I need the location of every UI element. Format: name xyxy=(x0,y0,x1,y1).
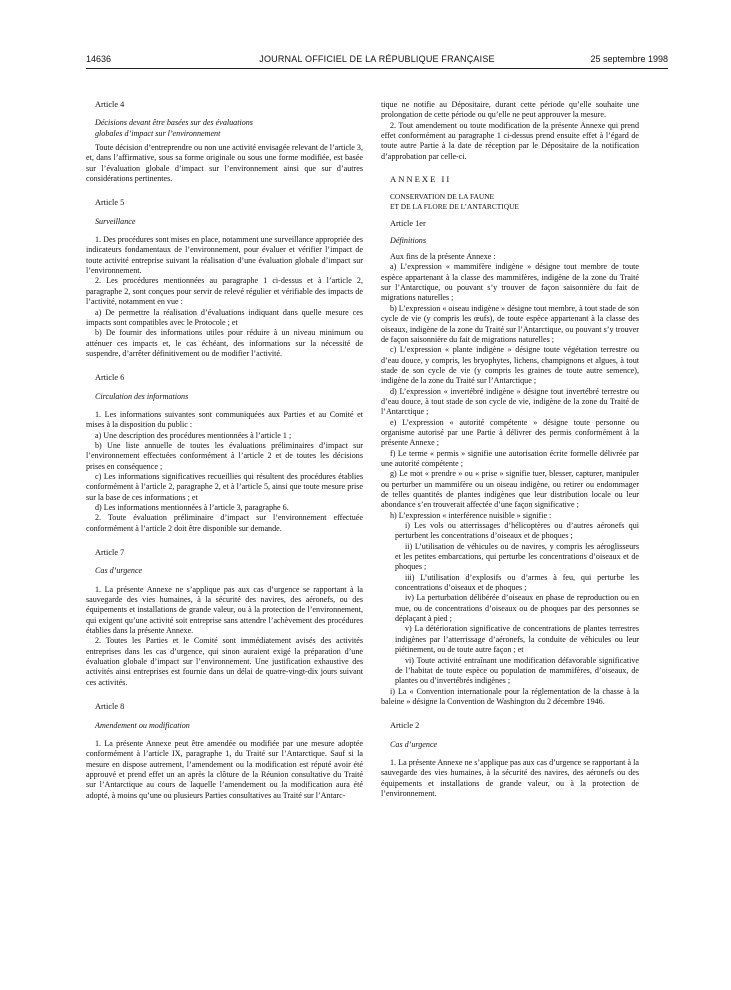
paragraph: 1. La présente Annexe peut être amendée ou modifiée par une mesure adoptée conformément à l’article IX, paragraphe 1, du Traité sur l’Antarctique. Sauf si la mesure en dispose autrement, l’amendement ou la modification est réputé avoir été approuvé et prend effet un an après la clôture de la Réunion consultative du Traité sur l’Antarctique au cours de laquelle l’amendement ou la modification aura été adopté, à moins qu’une ou plusieurs Parties consultatives au Traité sur l’Antarc- xyxy=(86,738,363,800)
sub-item: v) La détérioration significative de concentrations de plantes terrestres indigènes par l’atterrissage d’aéronefs, la conduite de véhicules ou leur piétinement, ou de toute autre façon ; et xyxy=(395,624,639,655)
annex-ii-subtitle-line-1: CONSERVATION DE LA FAUNE xyxy=(390,192,495,202)
paragraph: Aux fins de la présente Annexe : xyxy=(390,252,496,262)
paragraph: b) De fournir des informations utiles pour réduire à un niveau minimum ou atténuer ces impacts et, le cas échéant, des informations sur la nécessité de suspendre, d’arrêter définitivement ou de modifier l’activité. xyxy=(86,328,363,358)
article-1-subtitle: Définitions xyxy=(390,235,426,245)
definition-item: c) L’expression « plante indigène » désigne toute végétation terrestre ou d’eau douce, y compris, les bryophytes, lichens, champignons et algues, à tout stade de son cycle de vie (y compris les graines de toute autre semence), indigène de la zone du Traité sur l’Antarctique ; xyxy=(381,345,639,386)
article-6-title: Article 6 xyxy=(95,373,125,383)
list-item: c) Les informations significatives recueillies qui résultent des procédures établies conformément à l’article 2, paragraphe 2, et à l’article 5, ainsi que toute mesure prise sur la base de ces informations ; et xyxy=(86,471,363,502)
sub-item: iv) La perturbation délibérée d’oiseaux en phase de reproduction ou en mue, ou de concentrations d’oiseaux ou de phoques par des personnes se déplaçant à pied ; xyxy=(395,593,639,624)
sub-item: ii) L’utilisation de véhicules ou de navires, y compris les aéroglisseurs et les petites embarcations, qui perturbe les concentrations d’oiseaux et de phoques ; xyxy=(395,541,639,572)
list-item: a) Une description des procédures mentionnées à l’article 1 ; xyxy=(95,430,292,440)
left-column xyxy=(86,100,363,801)
paragraph: Toute décision d’entreprendre ou non une activité envisagée relevant de l’article 3, et, dans l’affirmative, sous sa forme originale ou sous une forme modifiée, est basée sur l’évaluation globale d’impact sur l’environnement ainsi que sur d’autres considérations pertinentes. xyxy=(86,143,363,184)
definition-item: g) Le mot « prendre » ou « prise » signifie tuer, blesser, capturer, manipuler ou perturber un mammifère ou un oiseau indigène, ou retirer ou endommager de telles quantités de plantes indigènes que leur distribution locale ou leur abondance s’en trouverait affectée d’une façon significative ; xyxy=(381,469,639,510)
definition-item: b) L’expression « oiseau indigène » désigne tout membre, à tout stade de son cycle de vie (y compris les œufs), de toute espèce appartenant à la classe des oiseaux, indigène de la zone du Traité sur l’Antarctique, ou pouvant s’y trouver de façon saisonnière du fait de migrations naturelles ; xyxy=(381,303,639,344)
definition-item: a) L’expression « mammifère indigène » désigne tout membre de toute espèce appartenant à la classe des mammifères, indigène de la zone du Traité sur l’Antarctique, ou pouvant s’y trouver de façon saisonnière du fait de migrations naturelles ; xyxy=(381,262,639,303)
definition-item: f) Le terme « permis » signifie une autorisation écrite formelle délivrée par une autorité compétente ; xyxy=(381,448,639,468)
paragraph: 1. La présente Annexe ne s’applique pas aux cas d’urgence se rapportant à la sauvegarde des vies humaines, à la sécurité des navires, des aéronefs ou des équipements et installations de grande valeur, ou à la protection de l’environnement. xyxy=(381,757,639,798)
article-6-subtitle: Circulation des informations xyxy=(95,391,189,401)
right-column xyxy=(381,100,639,799)
article-2-title: Article 2 xyxy=(390,721,420,731)
paragraph: 2. Tout amendement ou toute modification de la présente Annexe qui prend effet conformément au paragraphe 1 ci-dessus prend ensuite effet à l’égard de toute autre Partie à la date de réception par le Dépositaire de la notification d’approbation par celle-ci. xyxy=(381,120,639,161)
definition-item: e) L’expression « autorité compétente » désigne toute personne ou organisme autorisé par une Partie à délivrer des permis conformément à la présente Annexe ; xyxy=(381,417,639,448)
page-number: 14636 xyxy=(86,54,112,64)
article-4-subtitle-line-1: Décisions devant être basées sur des évaluations xyxy=(95,118,253,128)
paragraph: 1. Les informations suivantes sont communiquées aux Parties et au Comité et mises à la disposition du public : xyxy=(86,409,363,430)
annex-ii-subtitle-line-2: ET DE LA FLORE DE L’ANTARCTIQUE xyxy=(390,201,519,211)
definition-item: d) L’expression « invertébré indigène » désigne tout invertébré terrestre ou d’eau douce, à tout stade de son cycle de vie, indigène de la zone du Traité de l’Antarctique ; xyxy=(381,386,639,417)
paragraph: 2. Toutes les Parties et le Comité sont immédiatement avisés des activités entreprises dans les cas d’urgence, qui sinon auraient exigé la préparation d’une évaluation globale d’impact sur l’environnement. Une justification exhaustive des activités ainsi entreprises est fournie dans un délai de quatre-vingt-dix jours suivant ces activités. xyxy=(86,636,363,687)
article-4-title: Article 4 xyxy=(95,100,125,109)
article-1-title: Article 1er xyxy=(390,219,426,229)
paragraph: 1. Des procédures sont mises en place, notamment une surveillance appropriée des indicateurs fondamentaux de l’environnement, pour évaluer et vérifier l’impact de toute activité entreprise suivant la réalisation d’une évaluation globale d’impact sur l’environnement. xyxy=(86,235,363,276)
definition-item: h) L’expression « interférence nuisible » signifie : xyxy=(390,510,552,520)
definition-item: i) La « Convention internationale pour la réglementation de la chasse à la baleine » désigne la Convention de Washington du 2 décembre 1946. xyxy=(381,686,639,706)
header-rule xyxy=(86,68,668,69)
article-7-subtitle: Cas d’urgence xyxy=(95,566,143,576)
journal-title: JOURNAL OFFICIEL DE LA RÉPUBLIQUE FRANÇAISE xyxy=(259,54,495,64)
paragraph: 1. La présente Annexe ne s’applique pas aux cas d’urgence se rapportant à la sauvegarde des vies humaines, à la sécurité des navires, des aéronefs, ou des équipements et installations de grande valeur, ou à la protection de l’environnement, qui exigent qu’une activité soit entreprise sans attendre l’achèvement des procédures établies dans la présente Annexe. xyxy=(86,584,363,636)
sub-item: iii) L’utilisation d’explosifs ou d’armes à feu, qui perturbe les concentrations d’oiseaux et de phoques ; xyxy=(395,572,639,593)
paragraph: 2. Les procédures mentionnées au paragraphe 1 ci-dessus et à l’article 2, paragraphe 2, sont conçues pour servir de relevé régulier et vérifiable des impacts de l’activité, notamment en vue : xyxy=(86,276,363,307)
article-5-subtitle: Surveillance xyxy=(95,216,136,226)
list-item: d) Les informations mentionnées à l’article 3, paragraphe 6. xyxy=(95,503,289,512)
paragraph: tique ne notifie au Dépositaire, durant cette période qu’elle souhaite une prolongation de cette période ou qu’elle ne peut approuver la mesure. xyxy=(381,100,639,120)
article-5-title: Article 5 xyxy=(95,198,125,208)
sub-item: vi) Toute activité entraînant une modification défavorable significative de l’habitat de toute espèce ou population de mammifères, d’oiseaux, de plantes ou d’invertébrés indigènes ; xyxy=(395,655,639,686)
article-4-subtitle-line-2: globales d’impact sur l’environnement xyxy=(95,128,221,138)
page-header xyxy=(86,54,668,68)
issue-date: 25 septembre 1998 xyxy=(590,54,668,64)
article-2-subtitle: Cas d’urgence xyxy=(390,739,438,749)
list-item: b) Une liste annuelle de toutes les évaluations préliminaires d’impact sur l’environnement effectuées conformément à l’article 2 et de toutes les décisions prises en conséquence ; xyxy=(86,440,363,471)
sub-item: i) Les vols ou atterrissages d’hélicoptères ou d’autres aéronefs qui perturbent les concentrations d’oiseaux et de phoques ; xyxy=(395,521,639,541)
article-7-title: Article 7 xyxy=(95,548,125,558)
annex-ii-title: ANNEXE II xyxy=(390,174,452,185)
paragraph: 2. Toute évaluation préliminaire d’impact sur l’environnement effectuée conformément à l’article 2 doit être disponible sur demande. xyxy=(86,513,363,533)
paragraph: a) De permettre la réalisation d’évaluations indiquant dans quelle mesure ces impacts sont compatibles avec le Protocole ; et xyxy=(86,307,363,327)
article-8-title: Article 8 xyxy=(95,702,125,712)
article-8-subtitle: Amendement ou modification xyxy=(95,720,190,730)
